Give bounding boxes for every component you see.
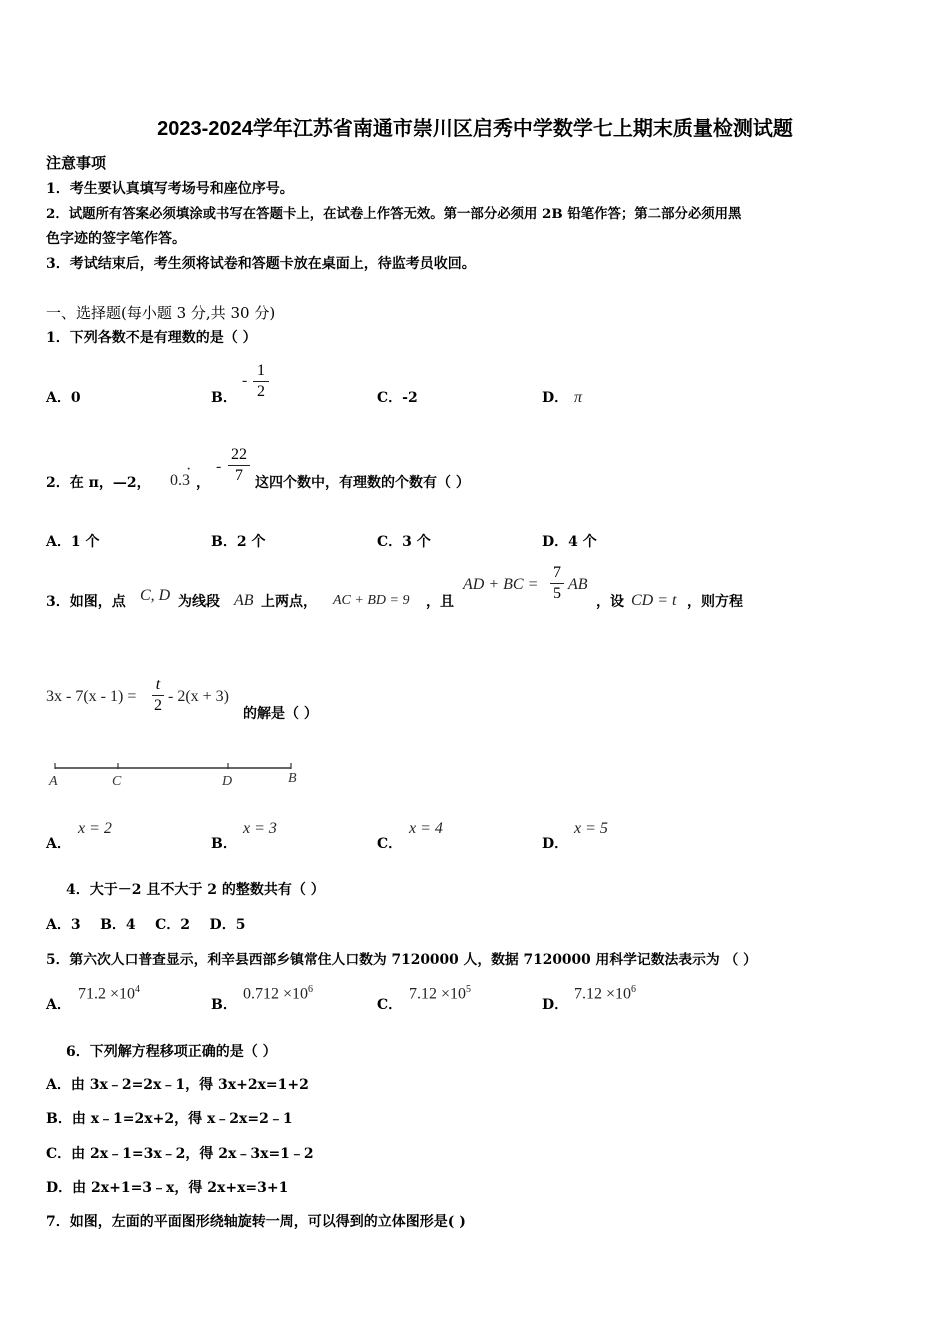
q2-numerator: 22 [231,446,247,463]
fraction-bar [152,695,164,696]
q5-a-base: 71.2 ×10 [78,985,136,1003]
q1-option-b-fraction [253,362,269,401]
point-label-d: D [222,774,233,789]
q5-option-a-label: A． [46,997,71,1013]
q5-option-c-label: C． [377,997,403,1013]
q1-b-numerator: 1 [257,362,265,379]
q5-d-base: 7.12 ×10 [574,985,632,1003]
point-label-a: A [49,774,58,789]
q5-option-d-label: D． [542,997,569,1013]
page-title: 2023-2024学年江苏省南通市崇川区启秀中学数学七上期末质量检测试题 [157,118,793,140]
q3-option-b-label: B． [211,836,237,852]
q6-option-a: A．由 3x﹣2=2x﹣1，得 3x+2x=1+2 [46,1077,309,1093]
q2-option-a: A．1 个 [46,534,100,550]
q6-option-d: D．由 2x+1=3﹣x，得 2x+x=3+1 [46,1180,289,1196]
q3-eq-numerator: t [155,676,161,693]
q7-stem: 7．如图，左面的平面图形绕轴旋转一周，可以得到的立体图形是( ) [46,1214,466,1230]
q3-equation-a: 3x - 7(x - 1) = [46,688,137,705]
q3-equation-3: CD = t [631,592,677,609]
q5-d-exponent: 6 [631,984,637,995]
q3-equation-1: AC + BD = 9 [333,593,410,608]
q3-segment-ab: AB [234,592,254,609]
q1-option-c: C．-2 [377,390,418,406]
q3-option-a-label: A． [46,836,71,852]
q5-option-b-value [243,984,313,1003]
q3-option-a-value: x = 2 [78,820,112,837]
q5-option-d-value [574,984,636,1003]
q2-denominator: 7 [235,467,243,484]
q3-text-6: ，则方程 [687,594,743,610]
q3-text-5: ，设 [596,594,624,610]
q3-frac-denominator: 5 [553,585,561,602]
q5-b-base: 0.712 ×10 [243,985,309,1003]
q3-text-2: 为线段 [178,594,220,610]
notice-item-2-cont: 色字迹的签字笔作答。 [46,231,186,247]
notice-item-2: 2．试题所有答案必须填涂或书写在答题卡上，在试卷上作答无效。第一部分必须用 2B 铅笔作答；第二部分必须用黑 [46,206,742,222]
q2-option-b: B．2 个 [211,534,266,550]
q5-option-a-value [78,984,140,1003]
q2-option-c: C．3 个 [377,534,431,550]
q4-stem: 4．大于－2 且不大于 2 的整数共有（ ） [66,882,325,898]
notice-item-1: 1．考生要认真填写考场号和座位序号。 [46,181,294,197]
q3-equation-2-left: AD + BC = [463,576,539,593]
q3-equation-fraction [152,676,164,715]
q3-option-c-value: x = 4 [409,820,443,837]
q6-stem: 6．下列解方程移项正确的是（ ） [66,1044,277,1060]
q4-options: A．3 B．4 C．2 D．5 [46,917,246,933]
point-label-b: B [288,771,297,786]
section-heading: 一、选择题(每小题 3 分,共 30 分) [46,304,276,322]
q2-comma: ， [196,475,210,491]
q2-fraction [228,446,250,485]
q1-option-a: A．0 [46,390,81,406]
q1-stem: 1．下列各数不是有理数的是（ ） [46,330,257,346]
fraction-bar [253,381,269,382]
q2-option-d: D．4 个 [542,534,597,550]
q2-repeating-dot: · [186,461,192,478]
q3-option-c-label: C． [377,836,403,852]
q3-option-d-value: x = 5 [574,820,608,837]
q3-frac-numerator: 7 [553,564,561,581]
q1-option-b-label: B． [211,390,237,406]
q5-stem: 5．第六次人口普查显示，利辛县西部乡镇常住人口数为 7120000 人，数据 7120000 用科学记数法表示为 （ ） [46,952,757,968]
q3-text-1: 3．如图，点 [46,594,126,610]
q3-text-7: 的解是（ ） [243,706,318,722]
notice-item-3: 3．考试结束后，考生须将试卷和答题卡放在桌面上，待监考员收回。 [46,256,476,272]
notice-heading: 注意事项 [46,154,107,172]
q5-c-base: 7.12 ×10 [409,985,467,1003]
fraction-bar [550,583,564,584]
q5-a-exponent: 4 [135,984,141,995]
q3-equation-2-right: AB [568,576,588,593]
q1-b-denominator: 2 [257,383,265,400]
q1-option-b-sign: - [242,372,248,389]
q6-option-c: C．由 2x﹣1=3x﹣2，得 2x﹣3x=1﹣2 [46,1146,314,1162]
q2-repeating-decimal: 0.3 [170,472,190,489]
q2-neg-sign: - [216,458,222,475]
q2-stem-end: 这四个数中，有理数的个数有（ ） [255,475,470,491]
point-label-c: C [112,774,122,789]
q3-equation-2-fraction [550,564,564,603]
q3-text-4: ，且 [426,594,454,610]
q3-option-d-label: D． [542,836,569,852]
q3-points-cd: C, D [140,587,171,604]
q3-equation-b: - 2(x + 3) [168,688,230,705]
q3-text-3: 上两点， [261,594,317,610]
q6-option-b: B．由 x﹣1=2x+2，得 x﹣2x=2﹣1 [46,1111,293,1127]
q2-stem-start: 2．在 π，—2， [46,475,151,491]
q1-option-d-label: D． [542,390,569,406]
q3-segment-diagram [46,756,316,792]
q1-option-d-pi: π [574,389,583,406]
q5-option-c-value [409,984,471,1003]
q5-option-b-label: B． [211,997,237,1013]
q3-option-b-value: x = 3 [243,820,277,837]
fraction-bar [228,465,250,466]
q5-c-exponent: 5 [466,984,472,995]
q3-eq-denominator: 2 [154,697,162,714]
q5-b-exponent: 6 [308,984,314,995]
